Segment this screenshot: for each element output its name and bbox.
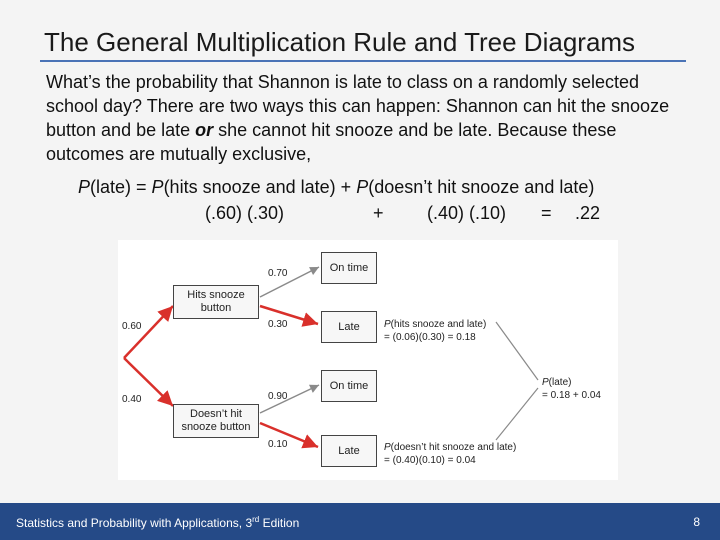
note-hits-and-late [384,318,486,344]
prob-late-given-not: 0.10 [268,439,288,450]
paragraph-part-1: What’s the probability that Shannon is late to class on a randomly selected school day? There are two ways this can happen: Shannon can hit the snooze button and be late [46,72,670,140]
note-total-late [542,376,601,402]
note-hits-line-2: = (0.06)(0.30) = 0.18 [384,332,476,343]
node-late-2: Late [321,435,377,467]
prob-late-given-hits: 0.30 [268,319,288,330]
calc-result: .22 [575,203,601,223]
node-hits-snooze [173,285,259,319]
footer-book-b: Edition [259,516,300,530]
title-divider [40,60,686,62]
node-ontime-2: On time [321,370,377,402]
calc-equals-sign: = [541,203,552,223]
note-total-p: P [542,377,549,388]
eq-p-symbol-3: P [356,177,369,197]
calc-plus-sign: + [373,203,384,223]
paragraph-or-emphasis: or [195,120,214,140]
node-hits-line-2: button [200,302,232,314]
converge-line-top [496,322,538,380]
question-paragraph [46,70,682,166]
page-number: 8 [693,515,700,529]
probability-equation [78,175,594,199]
paragraph-part-2: she cannot hit snooze and be late. Because these outcomes are mutually exclusive, [46,120,617,164]
note-not-hit-and-late [384,441,516,467]
node-late-1: Late [321,311,377,343]
note-hits-p: P [384,319,391,330]
node-ontime-1: On time [321,252,377,284]
calc-first-product: (.60) (.30) [205,203,285,223]
note-total-line-2: = 0.18 + 0.04 [542,390,601,401]
footer-bar [0,503,720,540]
prob-ontime-given-not: 0.90 [268,391,288,402]
slide-title: The General Multiplication Rule and Tree Diagrams [44,27,636,57]
note-hits-line-1: (hits snooze and late) [390,319,487,330]
node-not-line-1: Doesn’t hit [190,408,242,420]
node-not-line-2: snooze button [181,421,251,433]
note-not-line-1: (doesn’t hit snooze and late) [390,442,517,453]
calc-second-product: (.40) (.10) [427,203,507,223]
prob-ontime-given-hits: 0.70 [268,268,288,279]
prob-hits: 0.60 [122,321,142,332]
tree-diagram [118,240,618,480]
footer-book-title [16,515,299,530]
eq-p-symbol-1: P [78,177,91,197]
footer-book-sup: rd [252,515,260,524]
note-not-line-2: = (0.40)(0.10) = 0.04 [384,455,476,466]
node-hits-line-1: Hits snooze [187,289,245,301]
note-total-line-1: (late) [548,377,572,388]
eq-term-3: (doesn’t hit snooze and late) [368,177,595,197]
converge-line-bottom [496,388,538,440]
footer-book-a: Statistics and Probability with Applications, 3 [16,516,253,530]
prob-not-hit: 0.40 [122,394,142,405]
eq-term-2: (hits snooze and late) + [163,177,357,197]
eq-p-symbol-2: P [151,177,164,197]
note-not-p: P [384,442,391,453]
node-doesnt-hit-snooze [173,404,259,438]
branch-root-to-hits [124,306,173,358]
eq-term-1: (late) = [90,177,152,197]
